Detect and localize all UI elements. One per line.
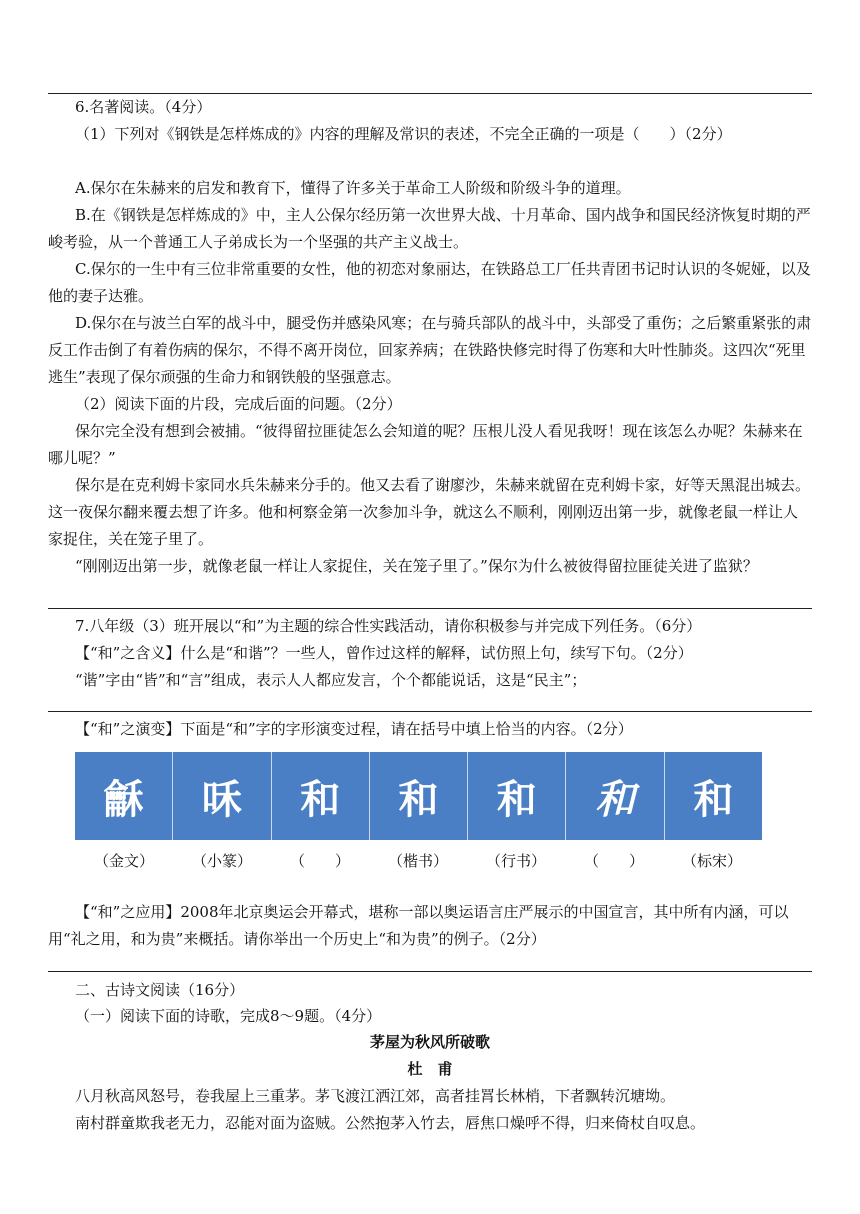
glyph-jinwen: 龢 — [75, 752, 173, 840]
q6-passage-1: 保尔完全没有想到会被捕。“彼得留拉匪徒怎么会知道的呢？压根儿没人看见我呀！现在该怎么办呢？朱赫来在哪儿呢？” — [48, 422, 803, 467]
poem-author: 杜 甫 — [407, 1060, 453, 1078]
glyph-biaosong: 和 — [693, 775, 734, 823]
q7-application: 【“和”之应用】2008年北京奥运会开幕式，堪称一部以奥运语言庄严展示的中国宣言，其中所有内涵，可以用“礼之用，和为贵”来概括。请你举出一个历史上“和为贵”的例子。（2分） — [48, 903, 789, 948]
caption-xiaozhuan: （小篆） — [191, 852, 252, 870]
caption-kaishu: （楷书） — [387, 852, 448, 870]
poem-title: 茅屋为秋风所破歌 — [369, 1033, 490, 1051]
q6-title: 6.名著阅读。（4分） — [75, 98, 212, 116]
q7-title: 7.八年级（3）班开展以“和”为主题的综合性实践活动，请你积极参与并完成下列任务。（6分） — [75, 617, 702, 635]
q6-option-c: C.保尔的一生中有三位非常重要的女性，他的初恋对象丽达，在铁路总工厂任共青团书记时认识的冬妮娅，以及他的妻子达雅。 — [48, 260, 811, 305]
divider — [48, 711, 812, 712]
glyph-xiaozhuan: 咊 — [173, 752, 271, 840]
section2-subtitle: （一）阅读下面的诗歌，完成8～9题。（4分） — [75, 1007, 382, 1025]
glyph-xingshu: 和 — [468, 752, 566, 840]
divider — [48, 608, 812, 609]
q7-meaning: 【“和”之含义】什么是“和谐”？一些人，曾作过这样的解释，试仿照上句，续写下句。（2分） — [75, 644, 693, 662]
divider — [48, 971, 812, 972]
caption-jinwen: （金文） — [93, 852, 154, 870]
q6-part1-question: （1）下列对《钢铁是怎样炼成的》内容的理解及常识的表述，不完全正确的一项是（ ）（2分） — [75, 125, 732, 143]
poem-line-2: 南村群童欺我老无力，忍能对面为盗贼。公然抱茅入竹去，唇焦口燥呼不得，归来倚杖自叹息。 — [75, 1114, 706, 1132]
glyph-blank-2: 和 — [566, 752, 664, 840]
q6-option-a: A.保尔在朱赫来的启发和教育下，懂得了许多关于革命工人阶级和阶级斗争的道理。 — [75, 179, 631, 197]
section2-title: 二、古诗文阅读（16分） — [75, 981, 245, 999]
q7-evolution: 【“和”之演变】下面是“和”字的字形演变过程，请在括号中填上恰当的内容。（2分） — [75, 720, 633, 738]
glyph-evolution-strip — [75, 752, 762, 840]
q6-option-d: D.保尔在与波兰白军的战斗中，腿受伤并感染风寒；在与骑兵部队的战斗中，头部受了重伤；之后繁重紧张的肃反工作击倒了有着伤病的保尔，不得不离开岗位，回家养病；在铁路快修完时得了伤寒和大叶性肺炎。这四次“死里逃生”表现了保尔顽强的生命力和钢铁般的坚强意志。 — [48, 314, 812, 386]
q6-passage-3: “刚刚迈出第一步，就像老鼠一样让人家捉住，关在笼子里了。”保尔为什么被彼得留拉匪徒关进了监狱？ — [75, 557, 758, 575]
poem-line-1: 八月秋高风怒号，卷我屋上三重茅。茅飞渡江洒江郊，高者挂罥长林梢，下者飘转沉塘坳。 — [75, 1087, 676, 1105]
q6-option-b: B.在《钢铁是怎样炼成的》中，主人公保尔经历第一次世界大战、十月革命、国内战争和国民经济恢复时期的严峻考验，从一个普通工人子弟成长为一个坚强的共产主义战士。 — [48, 206, 811, 251]
caption-blank-2: （ ） — [583, 852, 644, 870]
caption-biaosong: （标宋） — [681, 852, 742, 870]
glyph-blank-1: 和 — [272, 752, 370, 840]
caption-xingshu: （行书） — [485, 852, 546, 870]
glyph-kaishu: 和 — [370, 752, 468, 840]
q7-example: “谐”字由“皆”和“言”组成，表示人人都应发言，个个都能说话，这是“民主”； — [75, 671, 587, 689]
q6-part2-question: （2）阅读下面的片段，完成后面的问题。（2分） — [75, 395, 402, 413]
caption-blank-1: （ ） — [289, 852, 350, 870]
q6-passage-2: 保尔是在克利姆卡家同水兵朱赫来分手的。他又去看了谢廖沙，朱赫来就留在克利姆卡家，好等天黑混出城去。这一夜保尔翻来覆去想了许多。他和柯察金第一次参加斗争，就这么不顺利，刚刚迈出第一步，就像老鼠一样让人家捉住，关在笼子里了。 — [48, 476, 811, 548]
